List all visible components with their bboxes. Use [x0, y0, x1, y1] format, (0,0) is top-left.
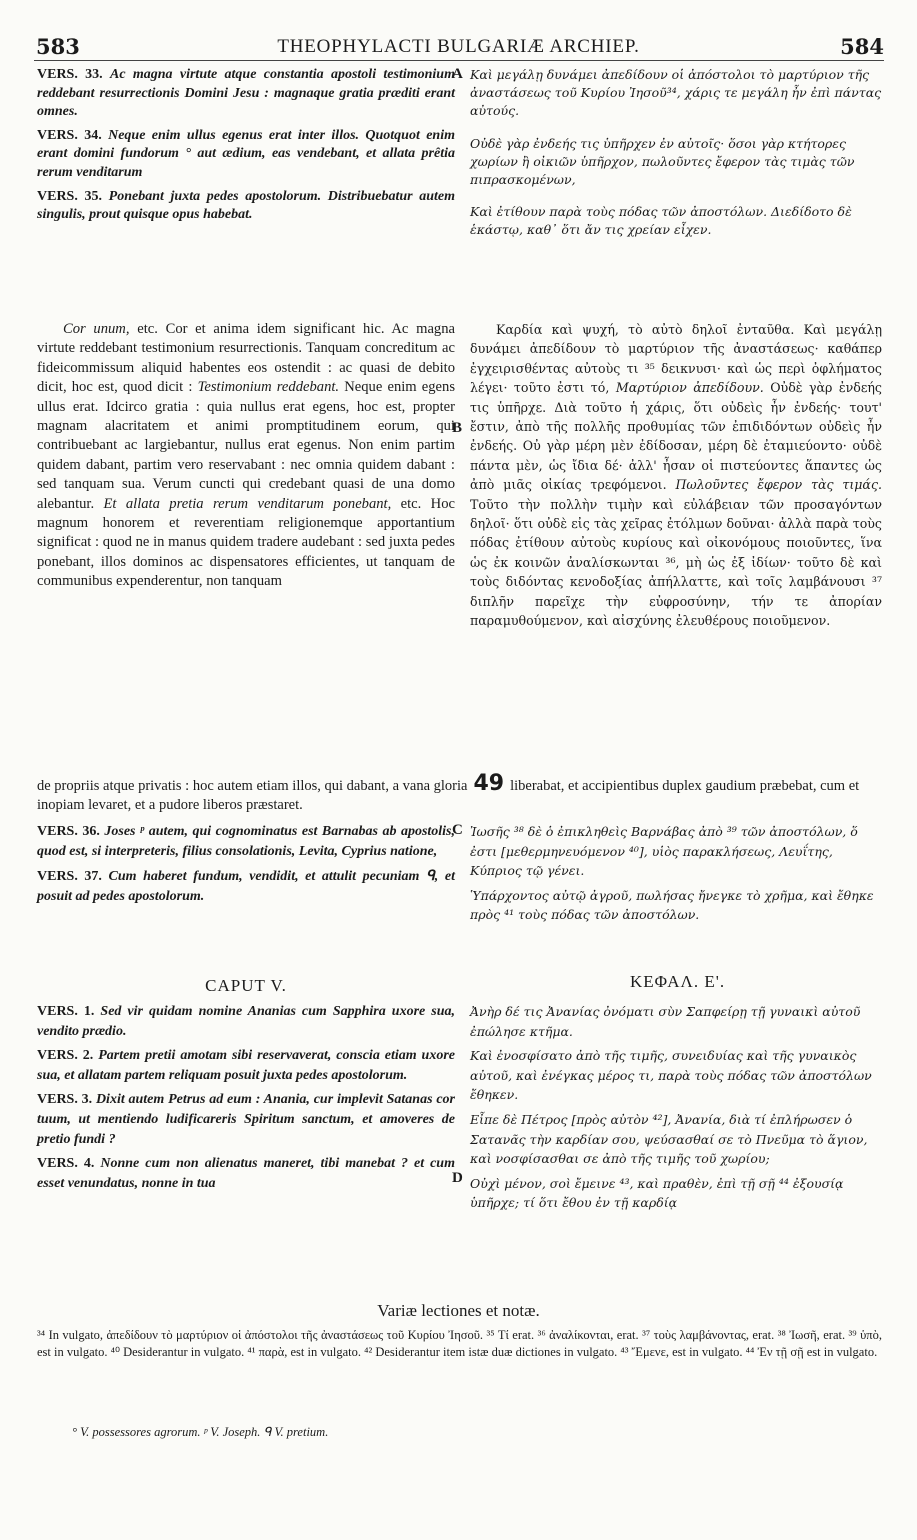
column-letter-c: C: [452, 822, 463, 838]
lemma: Cor unum,: [63, 321, 130, 337]
verse-label: VERS. 33.: [37, 67, 103, 82]
verse-text: Dixit autem Petrus ad eum : Anania, cur implevit Satanas cor tuum, ut mentiendo ludificareris Spiritum sanctum, et amoveres de pretio fundi ?: [37, 1092, 455, 1147]
greek-commentary: [470, 320, 882, 636]
verse-text: Ac magna virtute atque constantia apostoli testimonium reddebant resurrectionis Domini Jesu : magnaque gratia præditi erant omnes.: [37, 67, 455, 120]
commentary-text: etc. Cor et anima idem significant hic. Ac magna virtute reddebant testimonium resurrectionis. Tanquam concreditum ac fideicommissum aliquid habentes eos ostendit : ac quasi de debito dicit, hoc est, quod dicit :: [37, 321, 455, 396]
lemma: Testimonium reddebant.: [197, 379, 340, 396]
verse-label: VERS. 4.: [37, 1156, 95, 1172]
full-width-line: [37, 771, 882, 815]
latin-commentary-paragraph: [37, 320, 455, 592]
verse-label: VERS. 37.: [37, 869, 102, 884]
greek-verse: Ἰωσῆς ³⁸ δὲ ὁ ἐπικληθεὶς Βαρνάβας ἀπὸ ³⁹ τῶν ἀποστόλων, ὅ ἐστι [μεθερμηνευόμενον ⁴⁰], υἱὸς παρακλήσεως, Λευΐτης, Κύπριος τῷ γένει.: [470, 824, 858, 878]
commentary-text: Τοῦτο τὴν πολλὴν τιμὴν καὶ εὐλάβειαν τῶν προσαγόντων δηλοῖ· ὅτι οὐδὲ εἰς τὰς χεῖρας ἐτόλμων δοῦναι· ἀλλὰ παρὰ τοὺς πόδας ἐτίθουν αὐτοὺς κυρίους καὶ οἰκονόμους ποιοῦντες, ἵνα ὡς ἐκ κοινῶν ἀναλίσκωνται ³⁶, μὴ ὡς ἐξ ἰδίων· τοῦτο δὲ καὶ τοὺς διδόντας κενοδοξίας ἀπήλλαττε, καὶ τοῖς λαμβάνουσι ³⁷ διπλῆν παρεῖχε τὴν εὐφροσύνην, τήν τε ἀπορίαν παραμυθούμενον, καὶ αἰσχύνης ἐλευθέρους ποιοῦμενον.: [470, 496, 882, 629]
latin-commentary: [37, 320, 455, 597]
verse-text: Joses ᵖ autem, qui cognominatus est Barnabas ab apostolis, quod est, si interpreteris, filius consolationis, Levita, Cyprius natione,: [37, 824, 456, 859]
notes-title: Variæ lectiones et notæ.: [377, 1301, 540, 1320]
latin-verses-a: [37, 66, 455, 230]
greek-commentary-paragraph: [470, 320, 882, 631]
greek-verse: Καὶ ἐνοσφίσατο ἀπὸ τῆς τιμῆς, συνειδυίας καὶ τῆς γυναικὸς αὐτοῦ, καὶ ἐνέγκας μέρος τι, παρὰ τοὺς πόδας τῶν ἀποστόλων ἔθηκεν.: [470, 1048, 872, 1103]
greek-verse: Ὑπάρχοντος αὐτῷ ἀγροῦ, πωλήσας ἤνεγκε τὸ χρῆμα, καὶ ἔθηκε πρὸς ⁴¹ τοὺς πόδας τῶν ἀποστόλων.: [470, 887, 874, 922]
variant-notes: ³⁴ In vulgato, ἀπεδίδουν τὸ μαρτύριον οἱ ἀπόστολοι τῆς ἀναστάσεως τοῦ Κυρίου Ἰησοῦ. ³⁵ Τί erat. ³⁶ ἀναλίκονται, erat. ³⁷ τοὺς λαμβάνοντας, erat. ³⁸ Ἰωσῆ, erat. ³⁹ ὑπὸ, est in vulgato. ⁴⁰ Desiderantur in vulgato. ⁴¹ παρὰ, est in vulgato. ⁴² Desiderantur item istæ duæ dictiones in vulgato. ⁴³ Ἔμενε, est in vulgato. ⁴⁴ Ἐν τῇ σῇ est in vulgato.: [37, 1328, 882, 1359]
verse-text: Sed vir quidam nomine Ananias cum Sapphira uxore sua, vendito prædio.: [37, 1004, 455, 1039]
column-letter-b: B: [452, 420, 463, 436]
bottom-footnotes: ° V. possessores agrorum. ᵖ V. Joseph. ᑫ V. pretium.: [72, 1425, 329, 1439]
greek-verse: Εἶπε δὲ Πέτρος [πρὸς αὐτὸν ⁴²], Ἀνανία, διὰ τί ἐπλήρωσεν ὁ Σατανᾶς τὴν καρδίαν σου, ψεύσασθαί σε τὸ Πνεῦμα τὸ ἅγιον, καὶ νοσφίσασθαι σε ἀπὸ τῆς τιμῆς τοῦ χωρίου;: [470, 1111, 868, 1167]
commentary-text: etc. Hoc magnum honorem et reverentiam religionemque apportantium significat : quod ne in manus quidem tradere audebant : sed juxta pedes ponebant, illos dominos ac dispensatores efficientes, ut tanquam de communibus expenderentur, non tanquam: [37, 495, 455, 590]
left-page-number: 583: [36, 34, 80, 59]
latin-verses-c: [37, 822, 455, 912]
commentary-text: Καρδία καὶ ψυχή, τὸ αὐτὸ δηλοῖ ἐνταῦθα. Καὶ μεγάλῃ δυνάμει ἀπεδίδουν τὸ μαρτύριον τῆς ἀναστάσεως· καθάπερ ἐγχειρισθέντας αὐτοὺς τι ³⁵ δεικνυσι· καὶ ὡς περὶ ὀφλήματος λέγει· τοῦτο ἐστι τό,: [470, 322, 882, 396]
verse-label: VERS. 36.: [37, 824, 100, 839]
latin-verse: [37, 1154, 455, 1193]
column-number: 49: [473, 771, 505, 796]
verse-text: Cum haberet fundum, vendidit, et attulit pecuniam ᑫ, et posuit ad pedes apostolorum.: [37, 869, 455, 904]
verse-label: VERS. 3.: [37, 1092, 93, 1108]
header-rule: [34, 60, 884, 61]
latin-verse: [37, 822, 455, 862]
lemma: Et allata pretia rerum venditarum ponebant,: [103, 495, 392, 512]
verse-text: Neque enim ullus egenus erat inter illos. Quotquot enim erant domini fundorum ° aut ædium, eas vendebant, et allata prêtia rerum venditarum: [37, 127, 455, 180]
greek-verse: Οὐχὶ μένον, σοὶ ἔμεινε ⁴³, καὶ πραθὲν, ἐπὶ τῇ σῇ ⁴⁴ ἐξουσίᾳ ὑπῆρχε; τί ὅτι ἔθου ἐν τῇ καρδίᾳ: [470, 1175, 844, 1211]
full-line-text: de propriis atque privatis : hoc autem etiam illos, qui dabant, a vana gloria: [37, 778, 468, 794]
running-header: [0, 0, 917, 58]
lemma: Μαρτύριον ἀπεδίδουν.: [615, 380, 764, 396]
running-title: THEOPHYLACTI BULGARIÆ ARCHIEP.: [277, 36, 640, 57]
latin-verse: [37, 1002, 455, 1041]
verse-label: VERS. 34.: [37, 127, 102, 143]
column-letter-a: A: [452, 66, 463, 82]
lemma: Πωλοῦντες ἔφερον τὰς τιμάς.: [675, 477, 882, 493]
latin-verse: [37, 188, 455, 225]
latin-verse: [37, 66, 455, 122]
verse-label: VERS. 1.: [37, 1004, 95, 1019]
latin-verse: [37, 127, 455, 183]
greek-verse: Ἀνὴρ δέ τις Ἀνανίας ὀνόματι σὺν Σαπφείρῃ τῇ γυναικὶ αὐτοῦ ἐπώλησε κτῆμα.: [470, 1004, 861, 1039]
greek-verses-a: [470, 66, 882, 245]
verse-label: VERS. 35.: [37, 188, 102, 204]
greek-verse: Οὐδὲ γὰρ ἐνδεής τις ὑπῆρχεν ἐν αὐτοῖς· ὅσοι γὰρ κτήτορες χωρίων ἢ οἰκιῶν ὑπῆρχον, πωλοῦντες ἔφερον τὰς τιμὰς τῶν πιπρασκομένων,: [470, 135, 855, 188]
latin-verse: [37, 1090, 455, 1149]
verse-text: Nonne cum non alienatus maneret, tibi manebat ? et cum esset venundatus, nonne in tua: [37, 1156, 455, 1191]
chapter-heading-greek: ΚΕΦΑΛ. Ε'.: [630, 972, 726, 991]
greek-verse: Καὶ μεγάλῃ δυνάμει ἀπεδίδουν οἱ ἀπόστολοι τὸ μαρτύριον τῆς ἀναστάσεως τοῦ Κυρίου Ἰησοῦ³⁴, χάρις τε μεγάλη ἦν ἐπὶ πάντας αὐτούς.: [470, 67, 882, 119]
commentary-text: Οὐδὲ γὰρ ἐνδεής τις ὑπῆρχε. Διὰ τοῦτο ἡ χάρις, ὅτι οὐδεὶς ἦν ἐνδεής· τουτ' ἔστιν, ἀπὸ τῆς πολλῆς προθυμίας τῶν ἐπιδιδόντων οὐδεὶς ἦν ἐνδεής. Οὐ γὰρ μέρη μὲν ἐδίδοσαν, μέρη δὲ ἐταμιεύοντο· οὐδὲ πάντα μὲν, ὡς ἴδια δέ· ἀλλ' ἦσαν οἱ πιστεύοντες ἅπαντες ὡς ἀπὸ μιᾶς οἰκίας τρεφόμενοι.: [470, 380, 882, 493]
right-page-number: 584: [840, 34, 884, 59]
verse-text: Partem pretii amotam sibi reservaverat, conscia etiam uxore sua, et allatam partem reliquam posuit juxta pedes apostolorum.: [37, 1048, 455, 1083]
column-letter-d: D: [452, 1170, 463, 1186]
verse-text: Ponebant juxta pedes apostolorum. Distribuebatur autem singulis, prout quisque opus habebat.: [37, 188, 455, 223]
greek-verses-c: [470, 822, 882, 930]
chapter-heading-latin: CAPUT V.: [205, 976, 287, 995]
latin-verses-d: [37, 1002, 455, 1198]
full-line-text: liberabat, et accipientibus duplex gaudium præbebat, cum et inopiam levaret, et a pudore liberos præstaret.: [37, 778, 860, 813]
verse-label: VERS. 2.: [37, 1048, 94, 1064]
latin-verse: [37, 867, 455, 907]
commentary-text: Neque enim egens ullus erat. Idcirco gratia : quia nullus erat egens, hoc est, propter magnam alacritatem et animi promptitudinem eorum, qui contribuebant ac largiebantur, nullus erat egenus. Non enim partim quidem dabant, partim vero reservabant : nec omnia quidem dabant : sed tanquam sua. Verum cuncti qui credebant quasi de una domo alebantur.: [37, 379, 456, 512]
latin-verse: [37, 1046, 455, 1085]
greek-verse: Καὶ ἐτίθουν παρὰ τοὺς πόδας τῶν ἀποστόλων. Διεδίδοτο δὲ ἑκάστῳ, καθ᾽ ὅτι ἄν τις χρείαν εἶχεν.: [470, 204, 852, 238]
greek-verses-d: [470, 1002, 882, 1218]
